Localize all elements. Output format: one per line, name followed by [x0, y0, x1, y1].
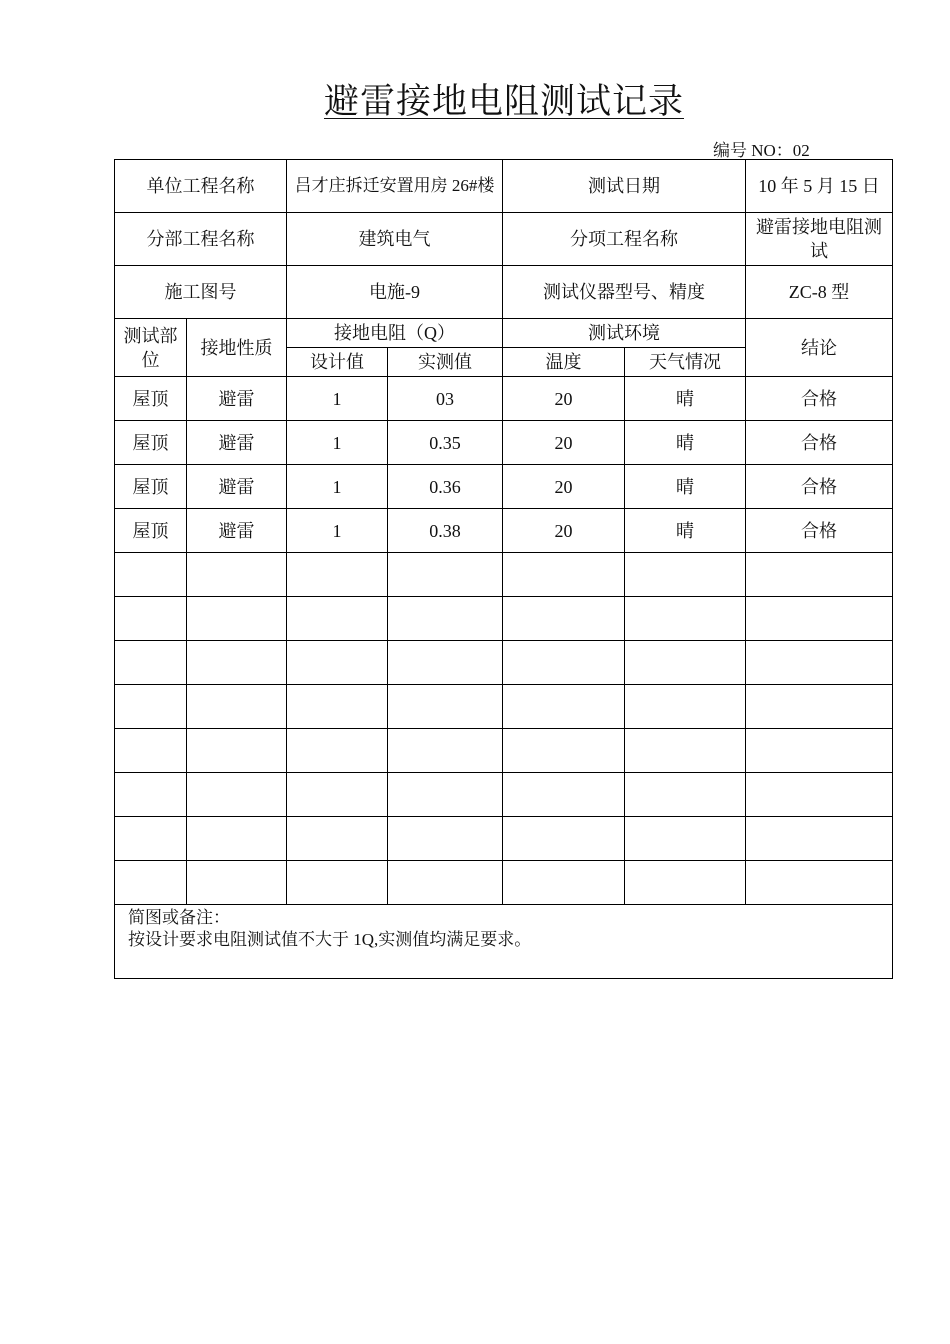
design-value-header: 设计值 — [287, 348, 388, 377]
empty-row — [115, 553, 893, 597]
notes-cell — [115, 905, 893, 979]
measured-value-header: 实测值 — [388, 348, 503, 377]
drawing-no-label: 施工图号 — [115, 266, 287, 319]
unit-project-value: 吕才庄拆迁安置用房 26#楼 — [287, 160, 503, 213]
location-cell: 屋顶 — [115, 509, 187, 553]
nature-cell: 避雷 — [187, 509, 287, 553]
table-row — [115, 421, 893, 465]
table-row — [115, 465, 893, 509]
nature-cell: 避雷 — [187, 377, 287, 421]
temperature-cell: 20 — [503, 377, 625, 421]
design-value-cell: 1 — [287, 465, 388, 509]
weather-cell: 晴 — [625, 377, 746, 421]
info-row-1 — [115, 160, 893, 213]
temperature-cell: 20 — [503, 421, 625, 465]
empty-row — [115, 641, 893, 685]
instrument-value: ZC-8 型 — [746, 266, 893, 319]
measured-value-cell: 0.36 — [388, 465, 503, 509]
conclusion-cell: 合格 — [746, 377, 893, 421]
test-record-table — [114, 159, 893, 979]
conclusion-cell: 合格 — [746, 465, 893, 509]
empty-row — [115, 685, 893, 729]
nature-cell: 避雷 — [187, 465, 287, 509]
sub-project-label: 分部工程名称 — [115, 213, 287, 266]
environment-header: 测试环境 — [503, 319, 746, 348]
notes-row — [115, 905, 893, 979]
measured-value-cell: 03 — [388, 377, 503, 421]
location-cell: 屋顶 — [115, 465, 187, 509]
unit-project-label: 单位工程名称 — [115, 160, 287, 213]
weather-cell: 晴 — [625, 421, 746, 465]
weather-cell: 晴 — [625, 465, 746, 509]
table-row — [115, 509, 893, 553]
weather-cell: 晴 — [625, 509, 746, 553]
notes-label: 简图或备注： — [128, 908, 230, 927]
measured-value-cell: 0.35 — [388, 421, 503, 465]
empty-row — [115, 773, 893, 817]
design-value-cell: 1 — [287, 377, 388, 421]
empty-row — [115, 729, 893, 773]
item-project-label: 分项工程名称 — [503, 213, 746, 266]
instrument-label: 测试仪器型号、精度 — [503, 266, 746, 319]
test-date-label: 测试日期 — [503, 160, 746, 213]
sub-project-value: 建筑电气 — [287, 213, 503, 266]
table-row — [115, 377, 893, 421]
document-number: 编号 NO：02 — [713, 141, 810, 160]
nature-header: 接地性质 — [187, 319, 287, 377]
column-header-row-1 — [115, 319, 893, 348]
empty-row — [115, 861, 893, 905]
location-cell: 屋顶 — [115, 421, 187, 465]
empty-row — [115, 817, 893, 861]
conclusion-cell: 合格 — [746, 509, 893, 553]
item-project-value: 避雷接地电阻测试 — [746, 213, 893, 266]
drawing-no-value: 电施-9 — [287, 266, 503, 319]
conclusion-cell: 合格 — [746, 421, 893, 465]
nature-cell: 避雷 — [187, 421, 287, 465]
measured-value-cell: 0.38 — [388, 509, 503, 553]
weather-header: 天气情况 — [625, 348, 746, 377]
location-cell: 屋顶 — [115, 377, 187, 421]
info-row-3 — [115, 266, 893, 319]
temperature-header: 温度 — [503, 348, 625, 377]
design-value-cell: 1 — [287, 421, 388, 465]
design-value-cell: 1 — [287, 509, 388, 553]
location-header: 测试部位 — [115, 319, 187, 377]
empty-row — [115, 597, 893, 641]
notes-text: 按设计要求电阻测试值不大于 1Q,实测值均满足要求。 — [128, 930, 532, 949]
resistance-header: 接地电阻（Q） — [287, 319, 503, 348]
test-date-value: 10 年 5 月 15 日 — [746, 160, 893, 213]
info-row-2 — [115, 213, 893, 266]
document-title: 避雷接地电阻测试记录 — [323, 82, 684, 121]
temperature-cell: 20 — [503, 465, 625, 509]
temperature-cell: 20 — [503, 509, 625, 553]
conclusion-header: 结论 — [746, 319, 893, 377]
